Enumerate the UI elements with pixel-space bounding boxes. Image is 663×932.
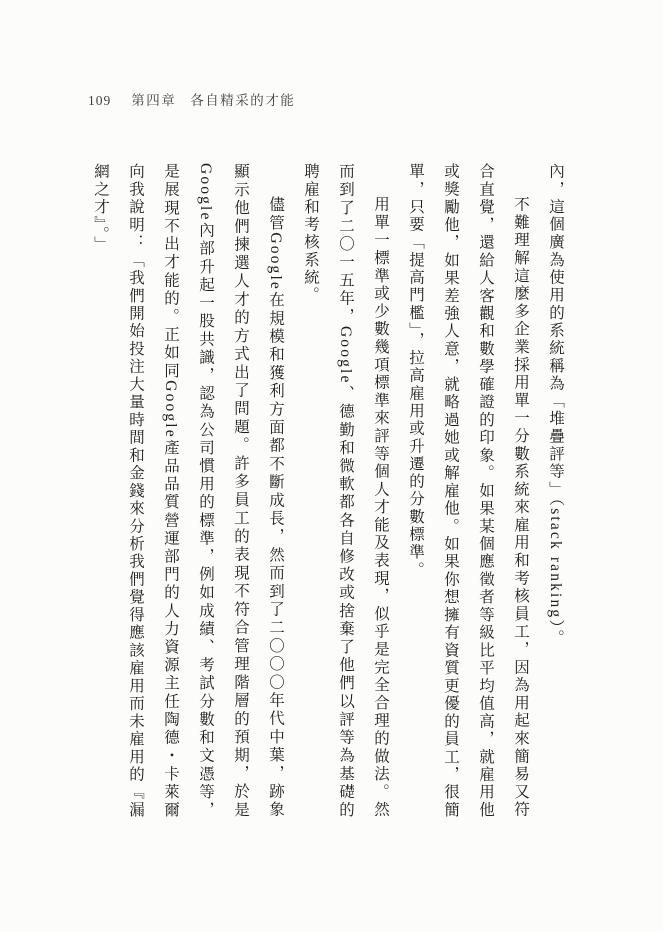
paragraph-google-hiring-problem: 儘管Google在規模和獲利方面都不斷成長，然而到了二〇〇〇年代中葉，跡象顯示他們揀選人才的方式出了問題。許多員工的表現不符合管理階層的預期，於是Google內部升起一股共識，認為公司慣用的標準，例如成績、考試分數和文憑等，是展現不出才能的。正如同Google產品品質營運部門的人力資源主任陶德・卡萊爾向我說明：「我們開始投注大量時間和金錢來分析我們覺得應該雇用而未雇用的『漏網之才』。」 — [92, 163, 284, 819]
paragraph-companies-abandon-ranking: 用單一標準或少數幾項標準來評等個人才能及表現，似乎是完全合理的做法。然而到了二〇一五年，Google、德勤和微軟都各自修改或捨棄了他們以評等為基礎的聘雇和考核系統。 — [302, 163, 389, 819]
page-number: 109 — [88, 93, 112, 108]
chapter-title: 各自精采的才能 — [190, 93, 296, 108]
chapter-label: 第四章 — [131, 93, 177, 108]
body-text-block — [83, 163, 573, 819]
page-header — [88, 89, 295, 109]
paragraph-stack-ranking-rationale: 不難理解這麼多企業採用單一分數系統來雇用和考核員工，因為用起來簡易又符合直覺，還給人客觀和數學確證的印象。如果某個應徵者等級比平均值高，就雇用他或獎勵他，如果差強人意，就略過她或解雇他。如果你想擁有資質更優的員工，很簡單，只要「提高門檻」，拉高雇用或升遷的分數標準。 — [407, 163, 529, 819]
paragraph-continuation: 內，這個廣為使用的系統稱為「堆疊評等」（stack ranking）。 — [547, 163, 564, 647]
